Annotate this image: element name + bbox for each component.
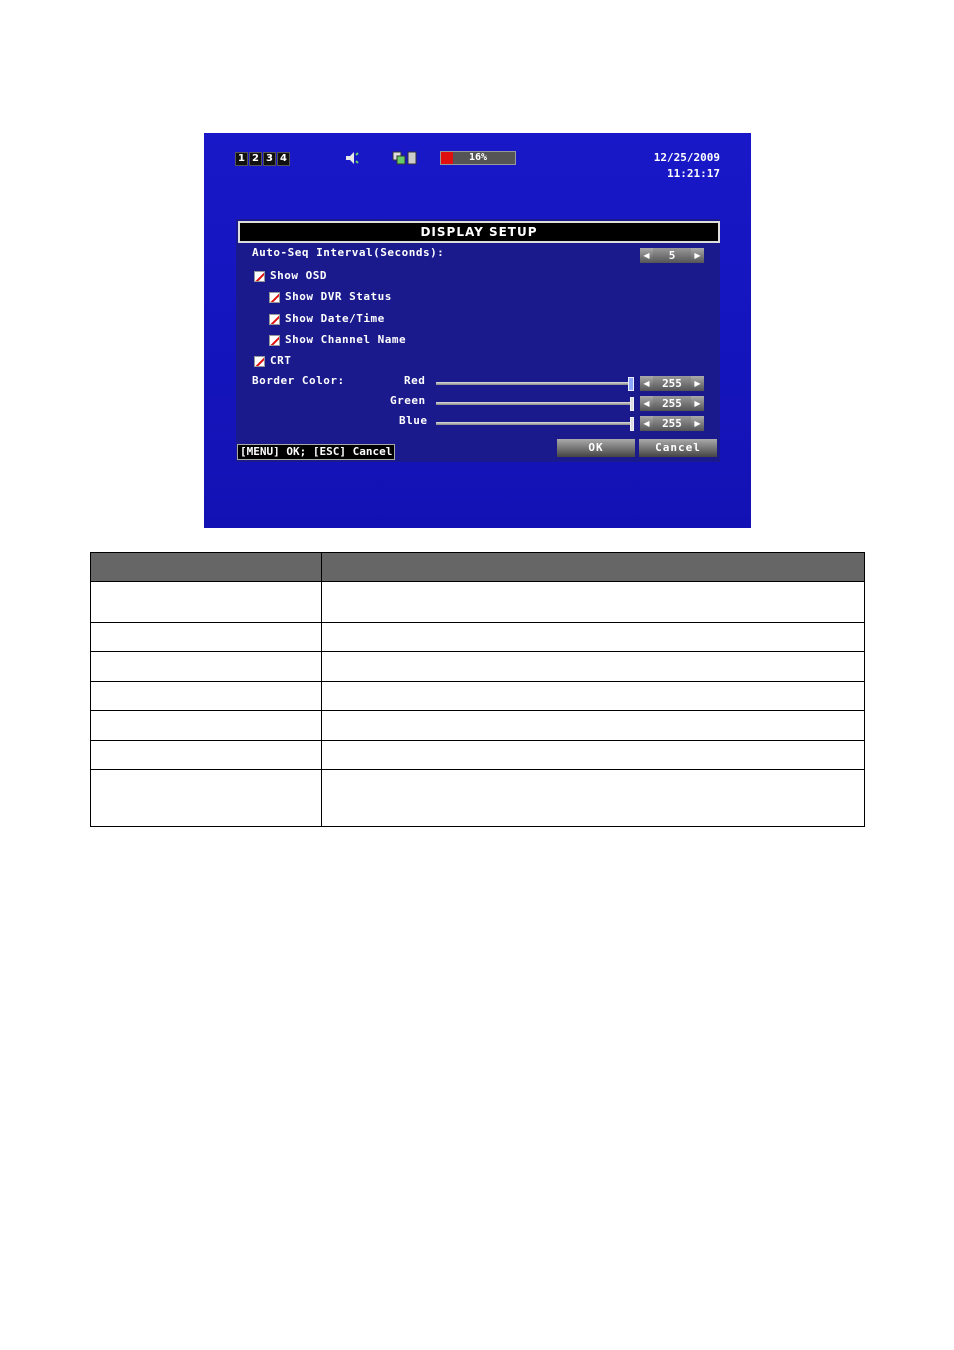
red-spinner[interactable] (640, 376, 704, 391)
table-row (91, 711, 865, 741)
table-row (91, 770, 865, 827)
channel-strip (235, 152, 290, 166)
table-header-row (91, 553, 865, 582)
increase-arrow-icon[interactable]: ▶ (691, 396, 704, 411)
decrease-arrow-icon[interactable]: ◀ (640, 376, 653, 391)
red-slider[interactable] (436, 382, 634, 385)
table-row (91, 623, 865, 652)
copy-icon (392, 151, 418, 165)
table-header-cell (322, 553, 865, 582)
table-cell (91, 711, 322, 741)
table-cell (91, 582, 322, 623)
table-row (91, 652, 865, 682)
crt-checkbox[interactable] (254, 356, 265, 367)
green-label: Green (390, 394, 426, 407)
red-slider-handle[interactable] (628, 377, 634, 391)
table-row (91, 582, 865, 623)
table-cell (322, 741, 865, 770)
table-header-cell (91, 553, 322, 582)
channel-2[interactable]: 2 (249, 152, 262, 166)
increase-arrow-icon[interactable]: ▶ (691, 416, 704, 431)
red-value: 255 (653, 376, 691, 391)
channel-3[interactable]: 3 (263, 152, 276, 166)
blue-value: 255 (653, 416, 691, 431)
auto-seq-value: 5 (653, 248, 691, 263)
dvr-screen (204, 133, 751, 528)
time-display: 11:21:17 (667, 167, 720, 180)
speaker-icon (344, 151, 360, 165)
table-cell (322, 711, 865, 741)
decrease-arrow-icon[interactable]: ◀ (640, 396, 653, 411)
table-cell (322, 652, 865, 682)
table-cell (322, 623, 865, 652)
show-dvr-status-checkbox[interactable] (269, 292, 280, 303)
green-spinner[interactable] (640, 396, 704, 411)
cancel-button[interactable]: Cancel (639, 439, 717, 457)
table-cell (91, 682, 322, 711)
show-dvr-status-label: Show DVR Status (285, 290, 392, 303)
table-cell (91, 652, 322, 682)
border-color-label: Border Color: (252, 374, 345, 387)
green-value: 255 (653, 396, 691, 411)
show-channel-name-checkbox[interactable] (269, 335, 280, 346)
hdd-usage-bar (440, 151, 516, 165)
show-date-time-label: Show Date/Time (285, 312, 385, 325)
blue-slider[interactable] (436, 422, 634, 425)
show-osd-label: Show OSD (270, 269, 327, 282)
hdd-usage-label: 16% (468, 152, 488, 163)
green-slider[interactable] (436, 402, 634, 405)
table-cell (322, 582, 865, 623)
table-cell (91, 770, 322, 827)
channel-1[interactable]: 1 (235, 152, 248, 166)
show-date-time-checkbox[interactable] (269, 314, 280, 325)
ok-button[interactable]: OK (557, 439, 635, 457)
auto-seq-label: Auto-Seq Interval(Seconds): (252, 246, 445, 259)
auto-seq-spinner[interactable] (640, 248, 704, 263)
show-channel-name-label: Show Channel Name (285, 333, 407, 346)
crt-label: CRT (270, 354, 292, 367)
display-setup-panel (236, 219, 720, 462)
date-display: 12/25/2009 (653, 151, 720, 164)
decrease-arrow-icon[interactable]: ◀ (640, 248, 653, 263)
table-cell (91, 623, 322, 652)
green-slider-handle[interactable] (630, 397, 634, 411)
table-cell (322, 682, 865, 711)
table-cell (91, 741, 322, 770)
blue-slider-handle[interactable] (630, 417, 634, 431)
settings-table (90, 552, 865, 827)
table-cell (322, 770, 865, 827)
key-hint: [MENU] OK; [ESC] Cancel (237, 444, 395, 460)
table-row (91, 741, 865, 770)
blue-spinner[interactable] (640, 416, 704, 431)
show-osd-checkbox[interactable] (254, 271, 265, 282)
decrease-arrow-icon[interactable]: ◀ (640, 416, 653, 431)
increase-arrow-icon[interactable]: ▶ (691, 376, 704, 391)
panel-title: DISPLAY SETUP (238, 221, 720, 243)
blue-label: Blue (399, 414, 428, 427)
channel-4[interactable]: 4 (277, 152, 290, 166)
clock (654, 150, 720, 182)
red-label: Red (404, 374, 426, 387)
increase-arrow-icon[interactable]: ▶ (691, 248, 704, 263)
table-row (91, 682, 865, 711)
